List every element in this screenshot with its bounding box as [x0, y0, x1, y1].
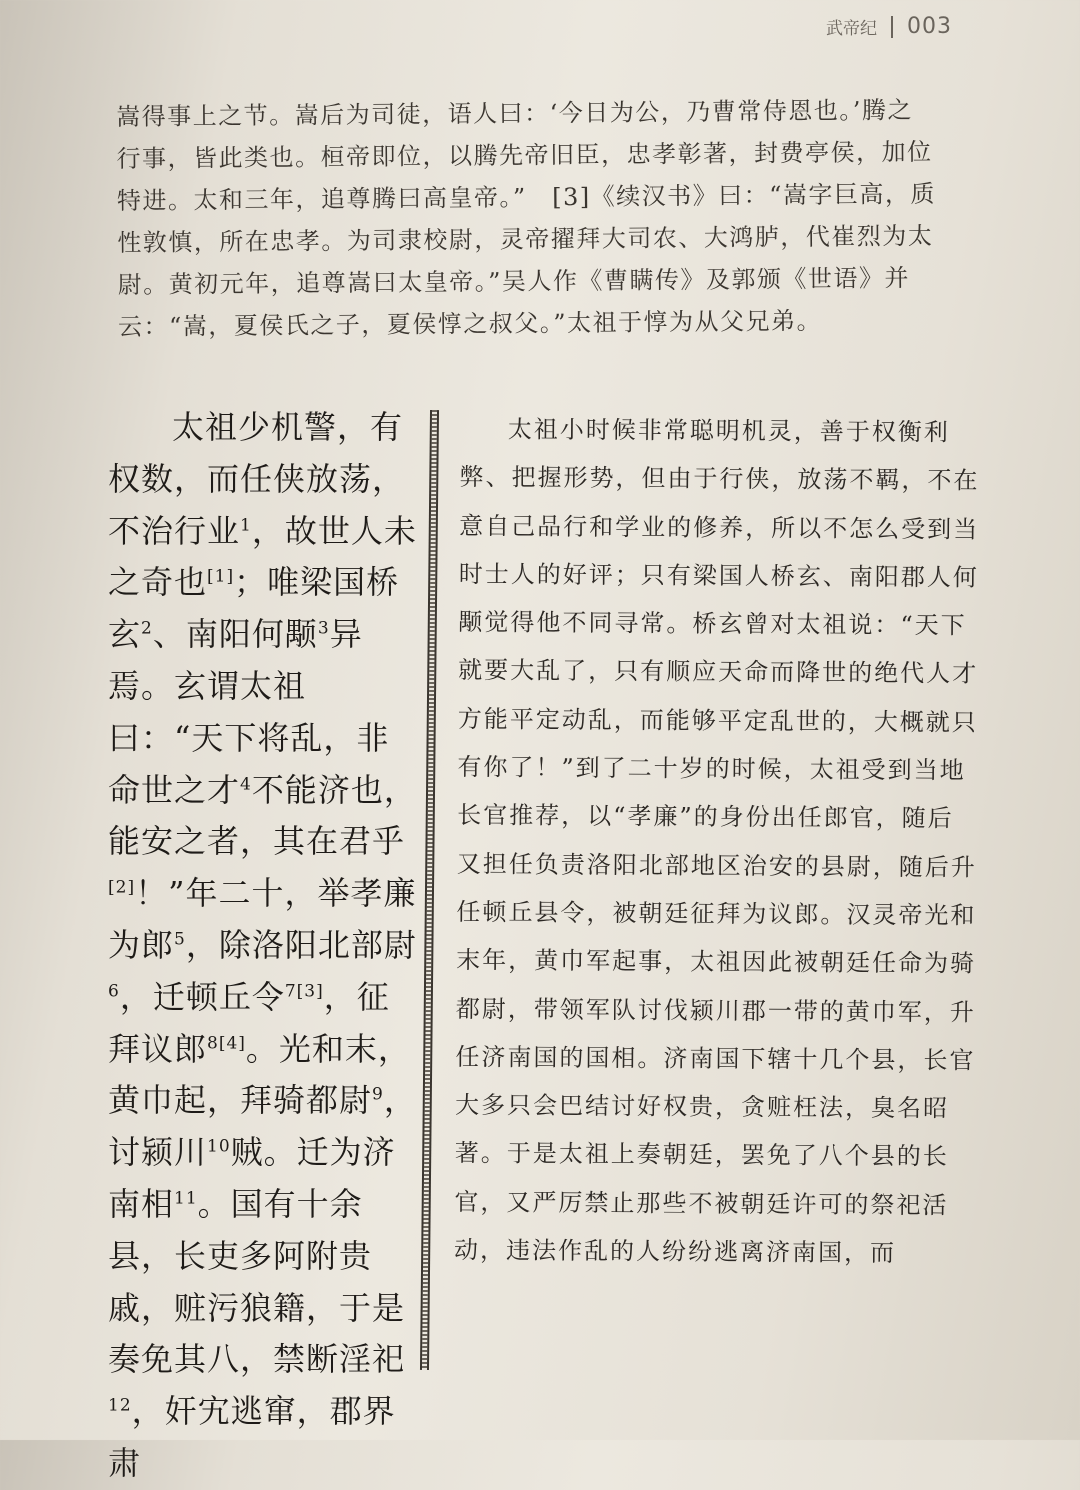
original-text-segment: ，征拜议郎	[108, 977, 390, 1068]
note-marker: 3	[317, 618, 330, 639]
original-text	[108, 402, 418, 1490]
original-text-segment: 太祖少机警，有权数，而任侠放荡，不治行业	[108, 408, 406, 550]
annotation-text: 嵩得事上之节。嵩后为司徒，语人曰：‘今日为公，乃曹常侍恩也。’腾之行事，皆此类也。桓帝即位，以腾先帝旧臣，忠孝彰著，封费亭侯，加位特进。太和三年，追尊腾曰高皇帝。” [3]《续汉书》曰：“嵩字巨高，质性敦慎，所在忠孝。为司隶校尉，灵帝擢拜大司农、大鸿胪，代崔烈为太尉。黄初元年，追尊嵩曰太皇帝。”吴人作《曹瞒传》及郭颁《世语》并云：“嵩，夏侯氏之子，夏侯惇之叔父。”太祖于惇为从父兄弟。	[116, 96, 937, 341]
note-marker: [2]	[108, 877, 136, 898]
note-marker: [1]	[207, 566, 235, 587]
note-marker: 12	[108, 1395, 132, 1416]
note-marker: 7[3]	[284, 981, 324, 1002]
original-text-segment: ，故世人未之奇也	[108, 511, 417, 602]
original-text-segment: ，迁顿丘令	[119, 977, 285, 1016]
original-text-column	[108, 402, 418, 1490]
original-text-segment: 、南阳何颙	[152, 615, 318, 654]
note-marker: 11	[174, 1188, 198, 1209]
note-marker: 8[4]	[207, 1032, 246, 1053]
note-marker: 5	[174, 929, 186, 950]
original-text-segment: 。光和末，黄巾起，拜骑都尉	[108, 1029, 411, 1120]
note-marker: 1	[240, 514, 252, 535]
original-text-segment: 。国有十余县，长吏多阿附贵戚，赃污狼籍，于是奏免其八，禁断淫祀	[108, 1184, 406, 1379]
original-text-segment: ，除洛阳北部尉	[185, 925, 417, 964]
note-marker: 6	[108, 981, 120, 1002]
note-marker: 2	[141, 618, 153, 639]
original-text-segment: ，奸宄逃窜，郡界肃	[108, 1392, 396, 1482]
original-text-segment: 异焉。玄谓太祖曰：“天下将乱，非命世之才	[108, 615, 390, 809]
annotation-block	[116, 89, 938, 348]
original-text-segment: 贼。迁为济南相	[108, 1133, 396, 1223]
header-separator	[891, 16, 893, 38]
column-divider	[420, 410, 439, 1370]
page-number: 003	[907, 14, 952, 39]
original-text-segment: ；唯梁国桥玄	[108, 563, 400, 654]
note-marker: 9	[372, 1084, 384, 1105]
translation-column	[454, 405, 980, 1278]
note-marker: 4	[240, 773, 252, 794]
chapter-title: 武帝纪	[826, 19, 877, 39]
translation-text: 太祖小时候非常聪明机灵，善于权衡利弊、把握形势，但由于行侠，放荡不羁，不在意自己品行和学业的修养，所以不怎么受到当时士人的好评；只有梁国人桥玄、南阳郡人何颙觉得他不同寻常。桥玄曾对太祖说：“天下就要大乱了，只有顺应天命而降世的绝代人才方能平定动乱，而能够平定乱世的，大概就只有你了！”到了二十岁的时候，太祖受到当地长官推荐，以“孝廉”的身份出任郎官，随后又担任负责洛阳北部地区治安的县尉，随后升任顿丘县令，被朝廷征拜为议郎。汉灵帝光和末年，黄巾军起事，太祖因此被朝廷任命为骑都尉，带领军队讨伐颍川郡一带的黄巾军，升任济南国的国相。济南国下辖十几个县，长官大多只会巴结讨好权贵，贪赃枉法，臭名昭著。于是太祖上奏朝廷，罢免了八个县的长官，又严厉禁止那些不被朝廷许可的祭祀活动，违法作乱的人纷纷逃离济南国，而	[454, 415, 980, 1268]
original-text-segment: 不能济也，能安之者，其在君乎	[108, 770, 417, 861]
original-text-segment: ！”年二十，举孝廉为郎	[108, 874, 417, 964]
note-marker: 10	[207, 1136, 231, 1157]
running-head	[826, 14, 952, 39]
original-text-segment: ，讨颍川	[108, 1081, 417, 1172]
